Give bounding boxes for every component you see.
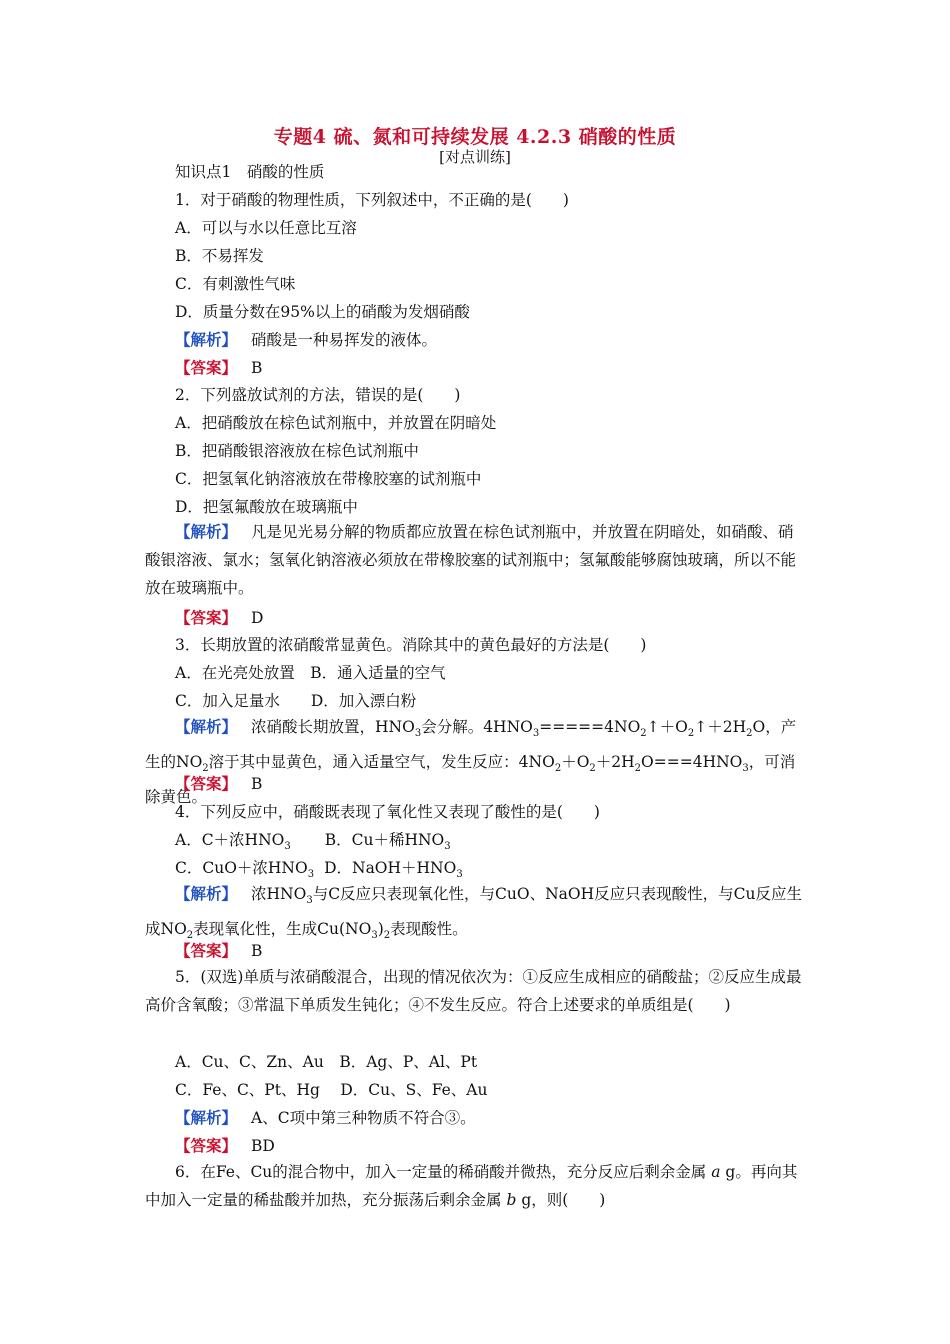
q1-option-a: A．可以与水以任意比互溶: [175, 219, 357, 237]
analysis-label: 【解析】: [175, 522, 238, 541]
section-heading: 知识点1 硝酸的性质: [175, 163, 325, 181]
q5-analysis-text: A、C项中第三种物质不符合③。: [251, 1109, 476, 1127]
q6-variable-b: b: [506, 1191, 517, 1209]
q1-analysis: [175, 330, 437, 350]
q1-option-b: B．不易挥发: [175, 247, 264, 265]
q2-answer-text: D: [251, 609, 264, 627]
q4-analysis-part: 浓HNO: [251, 885, 307, 903]
q3-analysis-part: ↑＋2H: [694, 718, 747, 736]
q5-analysis: [175, 1108, 476, 1128]
analysis-label: 【解析】: [175, 1108, 238, 1127]
q3-options-row1: A．在光亮处放置 B．通入适量的空气: [175, 664, 446, 682]
q4-options-row2: C．CuO＋浓$HNO_3$ D．$NaOH+HNO_3$: [175, 859, 463, 881]
q3-analysis-part: 浓硝酸长期放置，HNO: [251, 718, 415, 736]
q2-option-c: C．把氢氧化钠溶液放在带橡胶塞的试剂瓶中: [175, 470, 482, 488]
answer-label: 【答案】: [175, 1136, 238, 1155]
q3-analysis-part: O===4HNO: [641, 753, 743, 772]
q4-option-b: B．Cu＋稀HNO: [324, 831, 445, 849]
q1-answer-text: B: [251, 359, 263, 377]
q3-analysis-part: ＋2H: [595, 753, 635, 772]
q2-option-d: D．把氢氟酸放在玻璃瓶中: [175, 498, 358, 516]
q2-option-b: B．把硝酸银溶液放在棕色试剂瓶中: [175, 442, 419, 460]
q2-analysis: [145, 518, 807, 602]
q6-stem: [145, 1158, 807, 1214]
q3-analysis-part: O，产生的: [145, 718, 797, 772]
q4-answer-text: B: [251, 942, 263, 960]
q6-stem-part: 6．在Fe、Cu的混合物中，加入一定量的稀硝酸并微热，充分反应后剩余金属: [175, 1163, 707, 1181]
q3-analysis-part: ↑＋O: [646, 718, 688, 736]
q2-analysis-text: 凡是见光易分解的物质都应放置在棕色试剂瓶中，并放置在阴暗处，如硝酸、硝酸银溶液、氯水；氢氧化钠溶液必须放在带橡胶塞的试剂瓶中；氢氟酸能够腐蚀玻璃，所以不能放在玻璃瓶中。: [145, 523, 797, 597]
q2-answer: [175, 608, 263, 628]
q4-analysis-part: 表现酸性。: [390, 920, 468, 939]
q2-option-a: A．把硝酸放在棕色试剂瓶中，并放置在阴暗处: [175, 414, 497, 432]
answer-label: 【答案】: [175, 774, 238, 793]
q5-stem: 5．(双选)单质与浓硝酸混合，出现的情况依次为：①反应生成相应的硝酸盐；②反应生成最高价含氧酸；③常温下单质发生钝化；④不发生反应。符合上述要求的单质组是( ): [145, 968, 802, 1014]
q3-analysis-part: 会分解。4HNO: [421, 718, 533, 736]
q4-analysis-part: ): [377, 920, 384, 939]
q3-stem: 3．长期放置的浓硝酸常显黄色。消除其中的黄色最好的方法是( ): [175, 636, 647, 654]
analysis-label: 【解析】: [175, 330, 238, 349]
q5-options-row1: A．Cu、C、Zn、Au B．Ag、P、Al、Pt: [175, 1053, 478, 1071]
q5-answer: [175, 1136, 275, 1156]
q4-option-a: A．C＋浓HNO: [175, 831, 285, 849]
page-subtitle: [对点训练]: [439, 148, 511, 166]
answer-label: 【答案】: [175, 941, 238, 960]
q2-stem: 2．下列盛放试剂的方法，错误的是( ): [175, 386, 461, 404]
q3-analysis-part: NO: [176, 753, 203, 772]
q1-stem: 1．对于硝酸的物理性质，下列叙述中，不正确的是( ): [175, 191, 569, 209]
q6-stem-part: g，则( ): [521, 1191, 606, 1209]
q4-options-row1: A．C＋浓$HNO_3$ B．Cu＋稀$HNO_3$: [175, 831, 451, 853]
q5-options-row2: C．Fe、C、Pt、Hg D．Cu、S、Fe、Au: [175, 1081, 488, 1099]
q5-answer-text: BD: [251, 1137, 275, 1155]
q6-variable-a: a: [711, 1163, 721, 1181]
q3-analysis-part: =====4NO: [539, 718, 641, 736]
q4-answer: [175, 941, 262, 961]
q4-stem: 4．下列反应中，硝酸既表现了氧化性又表现了酸性的是( ): [175, 803, 600, 821]
q4-analysis-part: 与C反应只表现氧化性，与CuO、NaOH反应只表现酸性，与Cu反应生成NO: [145, 885, 802, 939]
q1-option-d: D．质量分数在95%以上的硝酸为发烟硝酸: [175, 303, 470, 321]
answer-label: 【答案】: [175, 358, 238, 377]
analysis-label: 【解析】: [175, 717, 238, 736]
page-title: 专题4 硫、氮和可持续发展 4.2.3 硝酸的性质: [273, 126, 677, 148]
q4-analysis: 【解析】 浓$HNO_3$与C反应只表现氧化性，与CuO、NaOH反应只表现酸性，与Cu反应生成$NO_2$表现氧化性，生成$Cu(NO_3)_2$表现酸性。: [145, 884, 802, 942]
q4-analysis-part: 表现氧化性，生成Cu(NO: [193, 920, 372, 939]
q3-analysis-part: ＋O: [561, 753, 590, 772]
answer-label: 【答案】: [175, 608, 238, 627]
q3-analysis-part: ，可消除黄色。: [145, 753, 796, 807]
q4-option-c: C．CuO＋浓HNO: [175, 859, 308, 877]
q4-option-d: D．NaOH＋HNO: [324, 859, 457, 877]
q3-analysis-part: 溶于其中显黄色，通入适量空气，发生反应：4NO: [208, 753, 555, 772]
q1-answer: [175, 358, 262, 378]
q1-option-c: C．有刺激性气味: [175, 275, 296, 293]
q1-analysis-text: 硝酸是一种易挥发的液体。: [251, 331, 438, 349]
analysis-label: 【解析】: [175, 884, 238, 903]
q3-analysis: 【解析】 浓硝酸长期放置，$HNO_3$会分解。$4HNO_3=====4NO_2↑+O_2↑+2H_2O$，产生的$NO_2$溶于其中显黄色，通入适量空气，发生反应：$4NO_2+O_2+2H_2O===4HNO_3$，可消除黄色。: [145, 717, 797, 807]
q6-stem-part: g。再向其中加入一定量的稀盐酸并加热，充分振荡后剩余金属: [145, 1163, 798, 1209]
q3-answer: [175, 774, 262, 794]
q3-options-row2: C．加入足量水 D．加入漂白粉: [175, 692, 417, 710]
q3-answer-text: B: [251, 775, 263, 793]
